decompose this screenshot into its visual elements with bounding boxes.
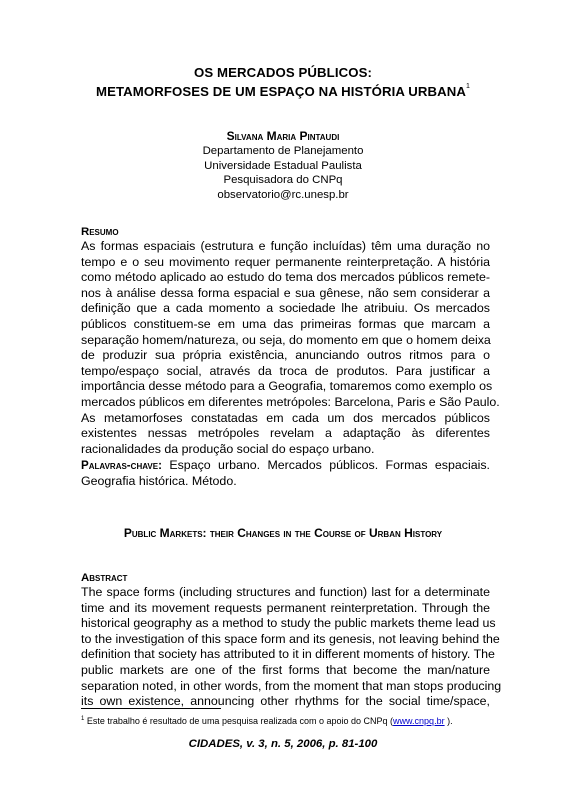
resumo-line: definição que a cada momento a sociedade lhe atribuiu. Os mercados (81, 301, 490, 316)
abstract-line: public markets are one of the first forms that become the man/nature (81, 662, 490, 677)
english-title: Public Markets: their Changes in the Course of Urban History (123, 526, 443, 540)
title-text-1: OS MERCADOS PÚBLICOS: (194, 65, 372, 80)
footnote-divider (81, 708, 221, 709)
resumo-line: separação homem/natureza, ou seja, do momento em que o homem deixa (81, 332, 491, 347)
footnote-text: Este trabalho é resultado de uma pesquisa realizada com o apoio do CNPq ( (86, 716, 394, 726)
keywords-block (81, 458, 490, 489)
resumo-line: importância desse método para a Geografia, tomaremos como exemplo os (81, 379, 493, 394)
abstract-line: to the investigation of this space form and its genesis, not leaving behind the (81, 631, 500, 646)
title-line-2 (0, 84, 566, 99)
title-text-2: METAMORFOSES DE UM ESPAÇO NA HISTÓRIA URBANA (96, 84, 466, 99)
resumo-line: de produzir sua própria existência, anunciando outros ritmos para o (81, 348, 490, 363)
resumo-line: públicos constituem-se em uma das primeiras formas que marcam a (81, 316, 490, 331)
abstract-line: historical geography as a method to study the public markets theme lead us (81, 616, 496, 631)
resumo-line: As metamorfoses constatadas em cada um dos mercados públicos (81, 410, 490, 425)
footnote-link[interactable]: www.cnpq.br (393, 716, 445, 726)
title-footnote-mark: 1 (466, 83, 470, 90)
footnote (81, 716, 453, 726)
resumo-heading: Resumo (81, 226, 119, 238)
abstract-body (81, 585, 502, 710)
abstract-line: separation noted, in other words, from the moment that man stops producing (81, 678, 502, 693)
footnote-mark: 1 (81, 716, 85, 722)
abstract-line: its own existence, announcing other rhythms for the social time/space, (81, 694, 490, 709)
resumo-line: nos à análise dessa forma espacial e sua gênese, não sem considerar a (81, 285, 490, 300)
keywords-line-2: Geografia histórica. Método. (81, 473, 237, 488)
resumo-line: tempo e o seu movimento requer permanente reinterpretação. A história (81, 254, 490, 269)
title-line-1 (0, 65, 566, 80)
abstract-line: time and its movement requests permanent reinterpretation. Through the (81, 600, 490, 615)
author-department: Departamento de Planejamento (202, 144, 364, 157)
resumo-line: As formas espaciais (estrutura e função incluídas) têm uma duração no (81, 239, 490, 253)
keywords-line-1 (81, 458, 490, 474)
abstract-line: The space forms (including structures and function) last for a determinate (81, 585, 490, 599)
author-name: Silvana Maria Pintaudi (226, 129, 340, 143)
author-block (0, 129, 566, 203)
resumo-line: racionalidades da produção social do espaço urbano. (81, 441, 375, 456)
footnote-closing: ). (447, 716, 453, 726)
author-email: observatorio@rc.unesp.br (217, 189, 349, 202)
resumo-body (81, 239, 500, 457)
resumo-line: tempo/espaço social, através da troca de produtos. Para justificar a (81, 363, 490, 378)
resumo-line: como método aplicado ao estudo do tema dos mercados públicos remete- (81, 270, 490, 285)
resumo-line: mercados públicos em diferentes metrópoles: Barcelona, Paris e São Paulo. (81, 394, 500, 409)
abstract-heading: Abstract (81, 572, 128, 584)
resumo-line: existentes nessas metrópoles revelam a adaptação às diferentes (81, 426, 490, 441)
author-role: Pesquisadora do CNPq (223, 174, 343, 187)
author-university: Universidade Estadual Paulista (204, 159, 362, 172)
keywords-label: Palavras-chave: (81, 459, 162, 472)
keywords-text-1: Espaço urbano. Mercados públicos. Formas espaciais. (169, 458, 490, 472)
journal-reference: CIDADES, v. 3, n. 5, 2006, p. 81-100 (188, 738, 378, 750)
abstract-line: definition that society has attributed to it in different moments of history. The (81, 647, 495, 662)
